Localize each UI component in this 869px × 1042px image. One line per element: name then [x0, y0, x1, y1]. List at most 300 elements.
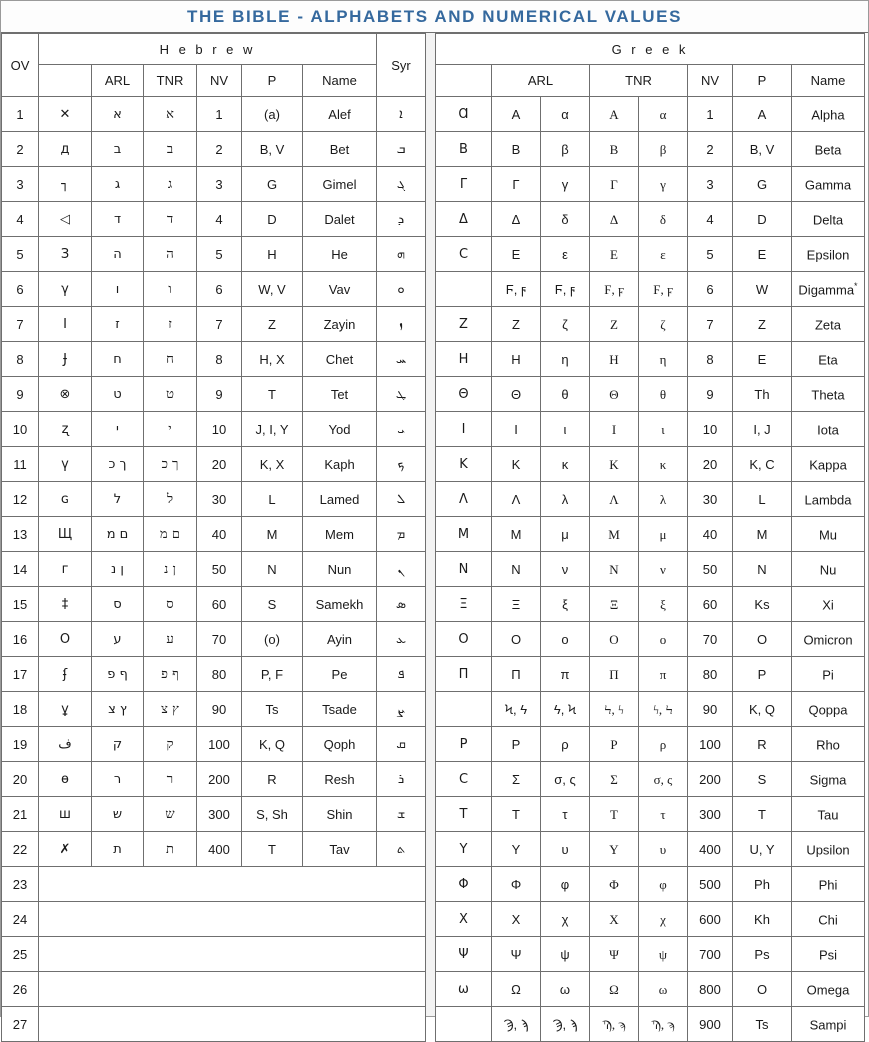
greek-tnr-lower: Ϡ, ϡ	[639, 1007, 688, 1042]
hebrew-p-cell: G	[242, 167, 303, 202]
table-row	[2, 167, 426, 202]
greek-arl-upper: A	[492, 97, 541, 132]
header-greek-uncial-blank	[436, 65, 492, 97]
table-row	[2, 832, 426, 867]
greek-arl-upper: Φ	[492, 867, 541, 902]
greek-p-cell: Kh	[733, 902, 792, 937]
greek-tnr-upper: N	[590, 552, 639, 587]
greek-nv-cell: 50	[688, 552, 733, 587]
hebrew-tnr-glyph: ב	[144, 132, 197, 167]
greek-uncial-glyph: Z	[436, 307, 492, 342]
header-greek-arl: ARL	[492, 65, 590, 97]
hebrew-paleo-glyph: З	[39, 237, 92, 272]
table-row	[2, 587, 426, 622]
greek-name-cell	[792, 342, 865, 377]
hebrew-nv-cell: 9	[197, 377, 242, 412]
greek-tnr-lower: ξ	[639, 587, 688, 622]
greek-uncial-glyph: ѡ	[436, 972, 492, 1007]
hebrew-paleo-glyph: ʐ	[39, 412, 92, 447]
greek-arl-upper: Ϟ, ϟ	[492, 692, 541, 727]
greek-p-cell: Ps	[733, 937, 792, 972]
greek-arl-upper: T	[492, 797, 541, 832]
greek-arl-lower: θ	[541, 377, 590, 412]
greek-arl-upper: Λ	[492, 482, 541, 517]
greek-uncial-glyph: Θ	[436, 377, 492, 412]
block-divider	[426, 33, 435, 1016]
greek-tnr-lower: φ	[639, 867, 688, 902]
syriac-glyph: ܐ	[377, 97, 426, 132]
greek-name-text: Psi	[818, 947, 838, 963]
greek-nv-cell: 700	[688, 937, 733, 972]
hebrew-name-cell: Lamed	[303, 482, 377, 517]
hebrew-paleo-glyph: ◁	[39, 202, 92, 237]
greek-arl-lower: η	[541, 342, 590, 377]
greek-p-cell: W	[733, 272, 792, 307]
greek-arl-upper: E	[492, 237, 541, 272]
table-row	[436, 797, 865, 832]
greek-arl-upper: H	[492, 342, 541, 377]
hebrew-name-cell: Chet	[303, 342, 377, 377]
syriac-glyph: ܥ	[377, 622, 426, 657]
greek-nv-cell: 4	[688, 202, 733, 237]
table-row	[436, 832, 865, 867]
hebrew-name-cell: He	[303, 237, 377, 272]
hebrew-arl-glyph: ף פ	[92, 657, 144, 692]
header-syr: Syr	[377, 34, 426, 97]
greek-name-text: Omicron	[803, 632, 853, 648]
greek-tnr-upper: Ξ	[590, 587, 639, 622]
syriac-glyph: ܟ	[377, 447, 426, 482]
greek-name-text: Theta	[811, 387, 845, 403]
greek-uncial-glyph: Ϲ	[436, 237, 492, 272]
greek-tnr-upper: A	[590, 97, 639, 132]
syriac-glyph: ܙ	[377, 307, 426, 342]
hebrew-nv-cell: 60	[197, 587, 242, 622]
greek-tnr-lower: ε	[639, 237, 688, 272]
hebrew-ov-cell: 26	[2, 972, 39, 1007]
hebrew-name-cell: Bet	[303, 132, 377, 167]
greek-name-text: Qoppa	[808, 702, 848, 718]
greek-uncial-glyph	[436, 272, 492, 307]
table-row	[2, 97, 426, 132]
table-row	[2, 552, 426, 587]
table-row	[2, 342, 426, 377]
table-row	[436, 622, 865, 657]
hebrew-name-cell: Vav	[303, 272, 377, 307]
hebrew-p-cell: M	[242, 517, 303, 552]
greek-uncial-glyph: H	[436, 342, 492, 377]
greek-name-cell	[792, 237, 865, 272]
greek-uncial-glyph: O	[436, 622, 492, 657]
greek-arl-upper: B	[492, 132, 541, 167]
syriac-glyph: ܛ	[377, 377, 426, 412]
hebrew-header-sub-row	[2, 65, 426, 97]
hebrew-arl-glyph: ק	[92, 727, 144, 762]
greek-nv-cell: 400	[688, 832, 733, 867]
syriac-glyph: ܪ	[377, 762, 426, 797]
header-greek-tnr: TNR	[590, 65, 688, 97]
greek-arl-lower: λ	[541, 482, 590, 517]
table-row-empty	[2, 902, 426, 937]
greek-tnr-upper: Π	[590, 657, 639, 692]
table-row	[436, 727, 865, 762]
greek-name-text: Omega	[806, 982, 850, 998]
greek-name-cell	[792, 937, 865, 972]
syriac-glyph: ܡ	[377, 517, 426, 552]
hebrew-ov-cell: 21	[2, 797, 39, 832]
table-row-empty	[2, 937, 426, 972]
table-row	[2, 517, 426, 552]
hebrew-ov-cell: 20	[2, 762, 39, 797]
greek-nv-cell: 100	[688, 727, 733, 762]
table-row	[436, 902, 865, 937]
greek-tnr-upper: B	[590, 132, 639, 167]
greek-name-text: Gamma	[804, 177, 852, 193]
hebrew-ov-cell: 6	[2, 272, 39, 307]
greek-tnr-lower: ν	[639, 552, 688, 587]
greek-p-cell: M	[733, 517, 792, 552]
greek-arl-lower: π	[541, 657, 590, 692]
hebrew-p-cell: J, I, Y	[242, 412, 303, 447]
greek-p-cell: Ph	[733, 867, 792, 902]
table-row-empty	[2, 972, 426, 1007]
hebrew-ov-cell: 23	[2, 867, 39, 902]
table-row	[2, 797, 426, 832]
hebrew-arl-glyph: ו	[92, 272, 144, 307]
hebrew-ov-cell: 1	[2, 97, 39, 132]
header-hebrew-name: Name	[303, 65, 377, 97]
greek-table-head	[436, 34, 865, 97]
greek-p-cell: U, Y	[733, 832, 792, 867]
hebrew-arl-glyph: ן נ	[92, 552, 144, 587]
greek-tnr-lower: γ	[639, 167, 688, 202]
hebrew-nv-cell: 8	[197, 342, 242, 377]
greek-arl-upper: Θ	[492, 377, 541, 412]
greek-name-text: Upsilon	[806, 842, 850, 858]
hebrew-tnr-glyph: ף פ	[144, 657, 197, 692]
hebrew-name-cell: Samekh	[303, 587, 377, 622]
greek-tnr-upper: Δ	[590, 202, 639, 237]
greek-name-cell	[792, 132, 865, 167]
greek-arl-upper: Ω	[492, 972, 541, 1007]
hebrew-ov-cell: 5	[2, 237, 39, 272]
table-row	[2, 307, 426, 342]
greek-tnr-lower: ω	[639, 972, 688, 1007]
greek-tnr-upper: H	[590, 342, 639, 377]
greek-arl-lower: γ	[541, 167, 590, 202]
hebrew-ov-cell: 25	[2, 937, 39, 972]
syriac-glyph: ܕ	[377, 202, 426, 237]
hebrew-p-cell: P, F	[242, 657, 303, 692]
hebrew-nv-cell: 6	[197, 272, 242, 307]
greek-nv-cell: 3	[688, 167, 733, 202]
greek-name-cell	[792, 832, 865, 867]
greek-arl-upper: X	[492, 902, 541, 937]
greek-arl-lower: ν	[541, 552, 590, 587]
greek-arl-upper: Δ	[492, 202, 541, 237]
greek-p-cell: K, Q	[733, 692, 792, 727]
greek-nv-cell: 900	[688, 1007, 733, 1042]
greek-arl-upper: Γ	[492, 167, 541, 202]
greek-name-cell	[792, 797, 865, 832]
syriac-glyph: ܫ	[377, 797, 426, 832]
greek-nv-cell: 6	[688, 272, 733, 307]
table-row	[2, 377, 426, 412]
greek-name-text: Eta	[818, 352, 838, 368]
hebrew-nv-cell: 80	[197, 657, 242, 692]
greek-nv-cell: 70	[688, 622, 733, 657]
greek-tnr-upper: P	[590, 727, 639, 762]
hebrew-tnr-glyph: ץ צ	[144, 692, 197, 727]
greek-arl-lower: μ	[541, 517, 590, 552]
hebrew-p-cell: T	[242, 832, 303, 867]
greek-p-cell: R	[733, 727, 792, 762]
greek-tnr-lower: ι	[639, 412, 688, 447]
greek-tnr-upper: T	[590, 797, 639, 832]
greek-name-text: Digamma	[798, 282, 855, 298]
hebrew-ov-cell: 2	[2, 132, 39, 167]
greek-tnr-upper: Λ	[590, 482, 639, 517]
greek-name-text: Tau	[817, 807, 839, 823]
greek-arl-upper: Ϡ, ϡ	[492, 1007, 541, 1042]
greek-nv-cell: 10	[688, 412, 733, 447]
hebrew-name-cell: Shin	[303, 797, 377, 832]
greek-tnr-lower: ρ	[639, 727, 688, 762]
greek-p-cell: L	[733, 482, 792, 517]
greek-name-cell	[792, 657, 865, 692]
table-row	[2, 132, 426, 167]
greek-arl-upper: M	[492, 517, 541, 552]
greek-uncial-glyph: X	[436, 902, 492, 937]
hebrew-empty-cell	[39, 972, 426, 1007]
hebrew-nv-cell: 2	[197, 132, 242, 167]
hebrew-nv-cell: 1	[197, 97, 242, 132]
greek-name-text: Xi	[822, 597, 834, 613]
greek-name-cell	[792, 482, 865, 517]
greek-arl-upper: N	[492, 552, 541, 587]
greek-tnr-lower: λ	[639, 482, 688, 517]
hebrew-arl-glyph: ה	[92, 237, 144, 272]
hebrew-nv-cell: 70	[197, 622, 242, 657]
hebrew-tnr-glyph: ש	[144, 797, 197, 832]
hebrew-paleo-glyph: д	[39, 132, 92, 167]
hebrew-paleo-glyph: Щ	[39, 517, 92, 552]
greek-arl-lower: ι	[541, 412, 590, 447]
hebrew-tnr-glyph: ס	[144, 587, 197, 622]
greek-arl-lower: ρ	[541, 727, 590, 762]
greek-uncial-glyph: C	[436, 762, 492, 797]
greek-name-cell	[792, 202, 865, 237]
syriac-glyph: ܢ	[377, 552, 426, 587]
hebrew-ov-cell: 14	[2, 552, 39, 587]
hebrew-ov-cell: 27	[2, 1007, 39, 1042]
greek-name-cell	[792, 552, 865, 587]
hebrew-tnr-glyph: ן נ	[144, 552, 197, 587]
greek-p-cell: S	[733, 762, 792, 797]
greek-arl-upper: O	[492, 622, 541, 657]
greek-tnr-upper: Ϟ, ϟ	[590, 692, 639, 727]
hebrew-arl-glyph: ץ צ	[92, 692, 144, 727]
greek-tnr-upper: O	[590, 622, 639, 657]
greek-uncial-glyph: P	[436, 727, 492, 762]
hebrew-tnr-glyph: ק	[144, 727, 197, 762]
hebrew-ov-cell: 7	[2, 307, 39, 342]
greek-p-cell: E	[733, 237, 792, 272]
greek-uncial-glyph: K	[436, 447, 492, 482]
hebrew-paleo-glyph: ұ	[39, 692, 92, 727]
greek-uncial-glyph	[436, 1007, 492, 1042]
hebrew-ov-cell: 19	[2, 727, 39, 762]
table-row	[436, 377, 865, 412]
hebrew-tnr-glyph: ה	[144, 237, 197, 272]
hebrew-paleo-glyph: ө	[39, 762, 92, 797]
hebrew-arl-glyph: ח	[92, 342, 144, 377]
greek-nv-cell: 9	[688, 377, 733, 412]
syriac-glyph: ܦ	[377, 657, 426, 692]
table-row	[436, 447, 865, 482]
greek-nv-cell: 7	[688, 307, 733, 342]
greek-name-text: Rho	[816, 737, 840, 753]
greek-nv-cell: 800	[688, 972, 733, 1007]
header-greek-name: Name	[792, 65, 865, 97]
greek-tnr-lower: β	[639, 132, 688, 167]
greek-tnr-upper: Ψ	[590, 937, 639, 972]
table-row	[436, 972, 865, 1007]
greek-name-cell	[792, 727, 865, 762]
greek-tnr-lower: ϟ, Ϟ	[639, 692, 688, 727]
greek-tnr-upper: Θ	[590, 377, 639, 412]
table-row	[2, 727, 426, 762]
greek-name-cell	[792, 762, 865, 797]
hebrew-paleo-glyph: ʄ	[39, 657, 92, 692]
hebrew-name-cell: Tet	[303, 377, 377, 412]
hebrew-nv-cell: 30	[197, 482, 242, 517]
hebrew-ov-cell: 10	[2, 412, 39, 447]
greek-uncial-glyph	[436, 692, 492, 727]
hebrew-name-cell: Nun	[303, 552, 377, 587]
hebrew-tnr-glyph: י	[144, 412, 197, 447]
hebrew-paleo-glyph: O	[39, 622, 92, 657]
greek-name-cell	[792, 412, 865, 447]
greek-tnr-lower: υ	[639, 832, 688, 867]
hebrew-ov-cell: 17	[2, 657, 39, 692]
greek-tnr-upper: Γ	[590, 167, 639, 202]
header-hebrew-tnr: TNR	[144, 65, 197, 97]
greek-name-text: Kappa	[809, 457, 847, 473]
greek-tnr-upper: I	[590, 412, 639, 447]
syriac-glyph: ܠ	[377, 482, 426, 517]
greek-name-text: Alpha	[811, 107, 845, 123]
table-row	[436, 517, 865, 552]
hebrew-tnr-glyph: ג	[144, 167, 197, 202]
hebrew-arl-glyph: ך כ	[92, 447, 144, 482]
syriac-glyph: ܝ	[377, 412, 426, 447]
hebrew-paleo-glyph: γ	[39, 272, 92, 307]
table-row	[436, 202, 865, 237]
hebrew-tnr-glyph: ך כ	[144, 447, 197, 482]
greek-nv-cell: 2	[688, 132, 733, 167]
greek-uncial-glyph: Δ	[436, 202, 492, 237]
greek-nv-cell: 8	[688, 342, 733, 377]
hebrew-name-cell: Zayin	[303, 307, 377, 342]
greek-name-cell	[792, 972, 865, 1007]
greek-name-text: Iota	[817, 422, 839, 438]
hebrew-name-cell: Mem	[303, 517, 377, 552]
syriac-glyph: ܘ	[377, 272, 426, 307]
hebrew-ov-cell: 4	[2, 202, 39, 237]
greek-p-cell: O	[733, 972, 792, 1007]
greek-table-body	[436, 97, 865, 1042]
greek-p-cell: D	[733, 202, 792, 237]
greek-arl-lower: δ	[541, 202, 590, 237]
greek-arl-upper: Π	[492, 657, 541, 692]
greek-name-cell	[792, 517, 865, 552]
greek-uncial-glyph: Y	[436, 832, 492, 867]
greek-uncial-glyph: Λ	[436, 482, 492, 517]
hebrew-nv-cell: 90	[197, 692, 242, 727]
table-row	[2, 762, 426, 797]
header-ov: OV	[2, 34, 39, 97]
hebrew-paleo-glyph: ✗	[39, 832, 92, 867]
hebrew-name-cell: Tsade	[303, 692, 377, 727]
greek-nv-cell: 300	[688, 797, 733, 832]
greek-arl-lower: σ, ς	[541, 762, 590, 797]
greek-name-text: Lambda	[804, 492, 852, 508]
hebrew-arl-glyph: י	[92, 412, 144, 447]
greek-nv-cell: 30	[688, 482, 733, 517]
table-row	[436, 587, 865, 622]
greek-name-cell	[792, 587, 865, 622]
greek-p-cell: T	[733, 797, 792, 832]
greek-nv-cell: 500	[688, 867, 733, 902]
greek-nv-cell: 60	[688, 587, 733, 622]
greek-nv-cell: 200	[688, 762, 733, 797]
greek-p-cell: I, J	[733, 412, 792, 447]
hebrew-paleo-glyph: ⊗	[39, 377, 92, 412]
greek-arl-upper: Ψ	[492, 937, 541, 972]
table-row	[436, 167, 865, 202]
greek-name-text: Zeta	[814, 317, 841, 333]
greek-nv-cell: 600	[688, 902, 733, 937]
syriac-glyph: ܬ	[377, 832, 426, 867]
greek-name-cell	[792, 902, 865, 937]
greek-uncial-glyph: N	[436, 552, 492, 587]
hebrew-name-cell: Pe	[303, 657, 377, 692]
hebrew-tnr-glyph: ת	[144, 832, 197, 867]
greek-arl-lower: φ	[541, 867, 590, 902]
greek-arl-upper: Ϝ, ϝ	[492, 272, 541, 307]
table-row	[2, 412, 426, 447]
greek-tnr-upper: Y	[590, 832, 639, 867]
table-row	[436, 272, 865, 307]
greek-tnr-upper: Ω	[590, 972, 639, 1007]
greek-header-sub-row	[436, 65, 865, 97]
table-row	[2, 447, 426, 482]
hebrew-tnr-glyph: ע	[144, 622, 197, 657]
syriac-glyph: ܣ	[377, 587, 426, 622]
greek-uncial-glyph: T	[436, 797, 492, 832]
greek-p-cell: Ks	[733, 587, 792, 622]
hebrew-p-cell: (o)	[242, 622, 303, 657]
hebrew-arl-glyph: ל	[92, 482, 144, 517]
greek-nv-cell: 5	[688, 237, 733, 272]
hebrew-empty-cell	[39, 867, 426, 902]
greek-arl-lower: υ	[541, 832, 590, 867]
hebrew-paleo-glyph: ┐	[39, 167, 92, 202]
syriac-glyph: ܒ	[377, 132, 426, 167]
table-row	[2, 692, 426, 727]
hebrew-nv-cell: 3	[197, 167, 242, 202]
